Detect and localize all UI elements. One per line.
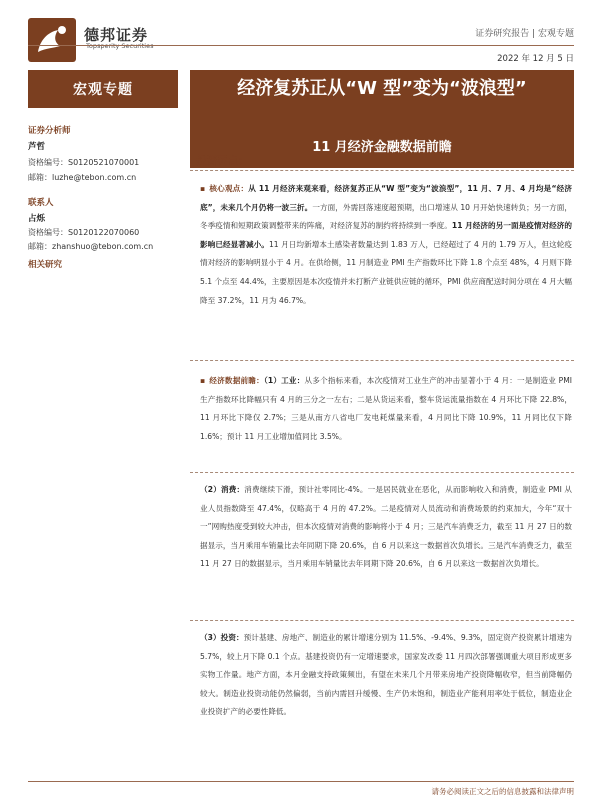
- core-view-label: 核心观点：: [209, 184, 249, 193]
- analyst-email[interactable]: 邮箱：luzhe@tebon.com.cn: [28, 173, 137, 182]
- analyst-name: 芦哲: [28, 142, 46, 152]
- paragraph-industry: [200, 372, 572, 446]
- consumption-label: （2）消费：: [200, 485, 245, 494]
- consumption-text: 消费继续下滑，预计社零同比-4%。一是居民就业在恶化，从而影响收入和消费，制造业 PMI 从业人员指数降至 47.4%，仅略高于 4 月的 47.2%。二是疫情对人员流动和消费场景的约束加大，今年“双十一”网购热度受到较大冲击，但本次疫情对消费的影响将小于 4 月；三是汽车消费乏力，截至 11 月 27 日的数据显示，当月乘用车销量比去年同期下降 20.6%，自 6 月以来这一数据首次负增长。三是汽车消费乏力，截至 11 月 27 日的数据显示，当月乘用车销量比去年同期下降 20.6%，自 6 月以来这一数据首次负增长。: [200, 485, 572, 569]
- related-research-heading: 相关研究: [28, 260, 63, 270]
- core-view-text: 一方面，外需回落速度超预期，出口增速从 10 月开始快速转负；另一方面，冬季疫情和短期政策调整带来的阵痛，对经济复苏的制约将持续到一季度。: [200, 202, 572, 231]
- key-points-heading: 投资要点：: [196, 155, 249, 167]
- section-divider: [190, 360, 574, 361]
- report-subtitle: 11 月经济金融数据前瞻: [312, 140, 452, 155]
- section-divider: [190, 620, 574, 621]
- report-type: 证券研究报告 | 宏观专题: [475, 29, 574, 39]
- contact-name: 占烁: [28, 214, 46, 224]
- footer-divider: [28, 781, 574, 782]
- bullet-icon: ▪: [200, 376, 206, 385]
- brand-name-en: Topsperity Securities: [86, 42, 154, 50]
- core-view-text-2: 11 月日均新增本土感染者数量达到 1.83 万人，已经超过了 4 月的 1.79 万人，但这轮疫情对经济的影响明显小于 4 月。在供给侧，11 月制造业 PMI 生产指数环比下降 1.8 个点至 48%，4 月则下降 5.1 个点至 44.4%，主要原因是本次疫情并未打断产业链供应链的循环，PMI 供应商配送时间分项在 4 月大幅降至 37.2%，11 月为 46.7%。: [200, 239, 573, 305]
- contact-cert: 资格编号：S0120122070060: [28, 228, 140, 237]
- brand-name: 德邦证券: [84, 26, 149, 44]
- header-divider: [28, 45, 574, 46]
- industry-text: 从多个指标来看，本次疫情对工业生产的冲击显著小于 4 月：一是制造业 PMI 生产指数环比降幅只有 4 月的三分之一左右；二是从货运来看，整车货运流量指数在 4 月环比下降 22.8%，11 月环比下降仅 2.7%；三是从南方八省电厂发电耗煤量来看，4 月同比下降 10.9%，11 月同比仅下降 1.6%；预计 11 月工业增加值同比 3.5%。: [200, 376, 572, 441]
- core-view-bold: 从 11 月经济来观来看，经济复苏正从“W 型”变为“波浪型”，11 月、7 月、4 月均是“经济底”，未来几个月仍将一波三折。: [200, 184, 572, 212]
- analyst-heading: 证券分析师: [28, 126, 71, 136]
- investment-label: （3）投资：: [200, 633, 244, 642]
- brand-logo-icon: [28, 18, 76, 62]
- report-title: 经济复苏正从“W 型”变为“波浪型”: [237, 78, 527, 99]
- data-preview-label: 经济数据前瞻：: [209, 376, 264, 385]
- industry-label: （1）工业：: [263, 376, 305, 385]
- paragraph-core-view: [200, 180, 572, 310]
- report-date: 2022 年 12 月 5 日: [497, 54, 574, 64]
- section-divider: [190, 472, 574, 473]
- paragraph-consumption: [200, 481, 572, 574]
- investment-text: 预计基建、房地产、制造业的累计增速分别为 11.5%、-9.4%、9.3%，固定资产投资累计增速为 5.7%，较上月下降 0.1 个点。基建投资仍有一定增速要求，国家发改委 11 月四次部署强调重大项目形成更多实物工作量。地产方面，本月金融支持政策频出，有望在未来几个月带来房地产投资降幅收窄，但当前降幅仍较大。制造业投资动能仍然偏弱，当前内需回升缓慢、生产仍未饱和，制造业产能利用率处于低位，制造业企业投资扩产的必要性降低。: [200, 633, 572, 717]
- bullet-icon: ▪: [200, 184, 206, 193]
- category-band: 宏观专题: [28, 70, 178, 108]
- paragraph-investment: [200, 629, 572, 722]
- core-view-bold-2: 11 月经济的另一面是疫情对经济的影响已经显著减小。: [200, 221, 572, 249]
- contact-email[interactable]: 邮箱：zhanshuo@tebon.com.cn: [28, 242, 154, 251]
- key-points-divider: [190, 170, 574, 171]
- analyst-cert: 资格编号：S0120521070001: [28, 158, 140, 167]
- disclaimer-note: 请务必阅读正文之后的信息披露和法律声明: [431, 787, 574, 796]
- contact-heading: 联系人: [28, 198, 54, 208]
